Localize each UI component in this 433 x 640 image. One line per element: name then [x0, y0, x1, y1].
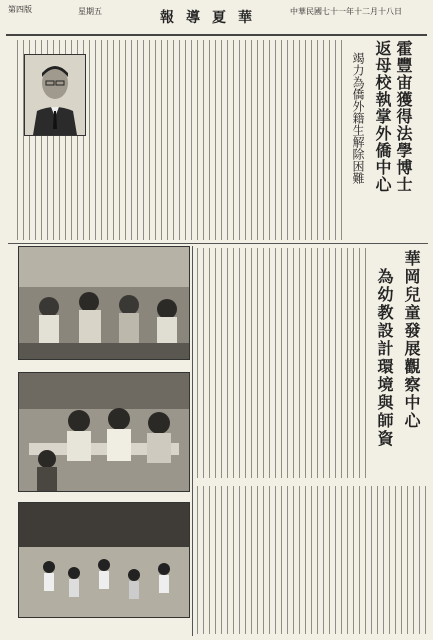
outdoor-children-icon [19, 503, 189, 617]
section-divider [8, 243, 428, 244]
page-number: 第四版 [8, 5, 32, 14]
issue-date: 中華民國七十一年十二月十八日 [290, 7, 402, 16]
children-classroom-photo [18, 246, 190, 360]
portrait-photo [24, 54, 86, 136]
portrait-icon [25, 55, 85, 135]
outdoor-children-photo [18, 502, 190, 618]
article2-body-text-lower [196, 486, 426, 634]
article2-headline2: 為幼教設計環境與師資 [375, 268, 394, 448]
article1-headline2: 返母校執掌外僑中心 [373, 40, 392, 193]
article2-body-text-upper [196, 248, 366, 478]
column-divider [192, 246, 193, 636]
page-header [0, 0, 433, 34]
teacher-children-icon [19, 373, 189, 491]
article1-headline1: 霍豐宙獲得法學博士 [394, 40, 413, 193]
weekday-label: 星期五 [78, 7, 102, 16]
masthead-char-xia: 夏 [212, 10, 232, 26]
masthead-char-hua: 華 [238, 10, 258, 26]
article1-subhead: 竭力為僑外籍生解除困難 [351, 52, 365, 184]
teacher-children-photo [18, 372, 190, 492]
header-rule [6, 34, 427, 36]
children-classroom-icon [19, 247, 189, 359]
masthead-char-bao: 報 [160, 10, 180, 26]
article2-headline1: 華岡兒童發展觀察中心 [402, 250, 421, 430]
masthead-char-dao: 導 [186, 10, 206, 26]
